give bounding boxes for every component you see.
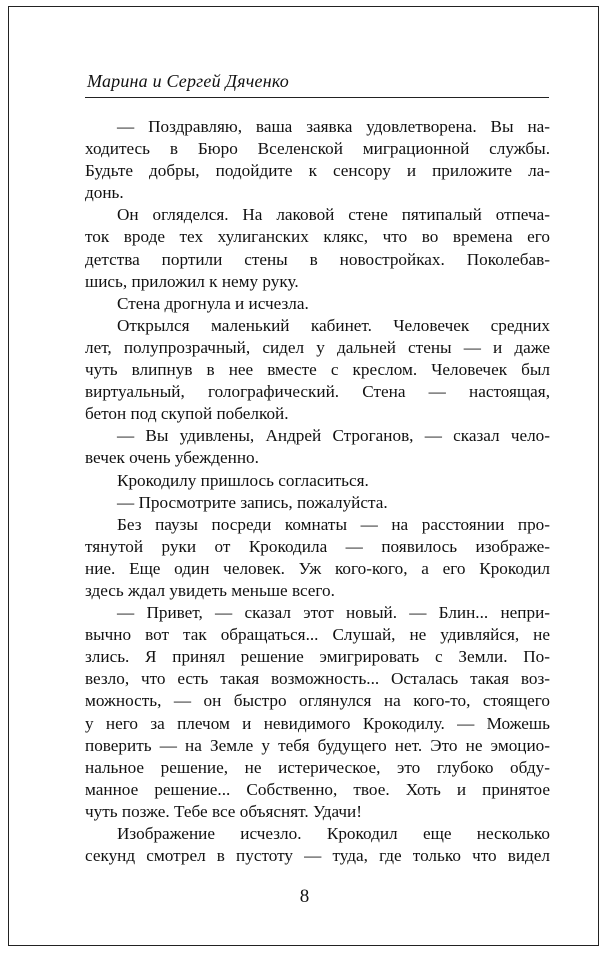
text-line: Изображение исчезло. Крокодил еще несколько — [117, 824, 550, 843]
text-line: лет, полупрозрачный, сидел у дальней стены — и даже — [85, 337, 550, 357]
text-line: — Вы удивлены, Андрей Строганов, — сказал чело- — [117, 426, 550, 446]
text-line: злись. Я принял решение эмигрировать с Земли. По- — [85, 647, 550, 667]
text-line: вечек очень убежденно. — [85, 448, 259, 468]
text-line: у него за плечом и невидимого Крокодилу. — Можешь — [85, 713, 550, 733]
text-line: — Поздравляю, ваша заявка удовлетворена. Вы на- — [117, 117, 550, 136]
text-line: детства портили стены в новостройках. Поколебав- — [85, 249, 550, 269]
text-line: ток вроде тех хулиганских клякс, что во времена его — [85, 227, 550, 247]
text-line: виртуальный, голографический. Стена — настоящая, — [85, 382, 550, 402]
text-line: Крокодилу пришлось согласиться. — [117, 470, 369, 490]
body-text — [85, 116, 550, 867]
text-line: ние. Еще один человек. Уж кого-кого, а его Крокодил — [85, 558, 550, 578]
text-line: донь. — [85, 183, 124, 203]
header-rule — [85, 97, 549, 98]
text-line: вычно вот так обращаться... Слушай, не удивляйся, не — [85, 625, 550, 645]
running-head-author: Марина и Сергей Дяченко — [87, 71, 289, 91]
text-line: Стена дрогнула и исчезла. — [117, 293, 309, 313]
text-line: Без паузы посреди комнаты — на расстоянии про- — [117, 514, 550, 534]
text-line: Открылся маленький кабинет. Человечек средних — [117, 315, 550, 335]
page-number: 8 — [299, 886, 310, 907]
text-line: бетон под скупой побелкой. — [85, 404, 289, 424]
text-line: чуть влипнув в нее вместе с креслом. Человечек был — [85, 360, 550, 380]
text-line: — Привет, — сказал этот новый. — Блин... непри- — [117, 603, 550, 623]
text-line: Будьте добры, подойдите к сенсору и приложите ла- — [85, 161, 550, 181]
text-line: чуть позже. Тебе все объяснят. Удачи! — [85, 801, 362, 821]
text-line: нальное решение, не истерическое, это глубоко обду- — [85, 757, 550, 777]
text-line: шись, приложил к нему руку. — [85, 271, 299, 291]
text-line: манное решение... Собственно, твое. Хоть и принятое — [85, 779, 550, 799]
text-line: секунд смотрел в пустоту — туда, где только что видел — [85, 846, 550, 866]
text-line: Он огляделся. На лаковой стене пятипалый отпеча- — [117, 205, 550, 225]
text-line: можность, — он быстро оглянулся на кого-то, стоящего — [85, 691, 550, 711]
text-line: — Просмотрите запись, пожалуйста. — [117, 492, 388, 512]
text-line: здесь ждал увидеть меньше всего. — [85, 580, 335, 600]
text-line: поверить — на Земле у тебя будущего нет. Это не эмоцио- — [85, 735, 550, 755]
text-line: везло, что есть такая возможность... Осталась такая воз- — [85, 669, 550, 689]
text-line: тянутой руки от Крокодила — появилось изображе- — [85, 536, 550, 556]
text-line: ходитесь в Бюро Вселенской миграционной службы. — [85, 139, 550, 159]
